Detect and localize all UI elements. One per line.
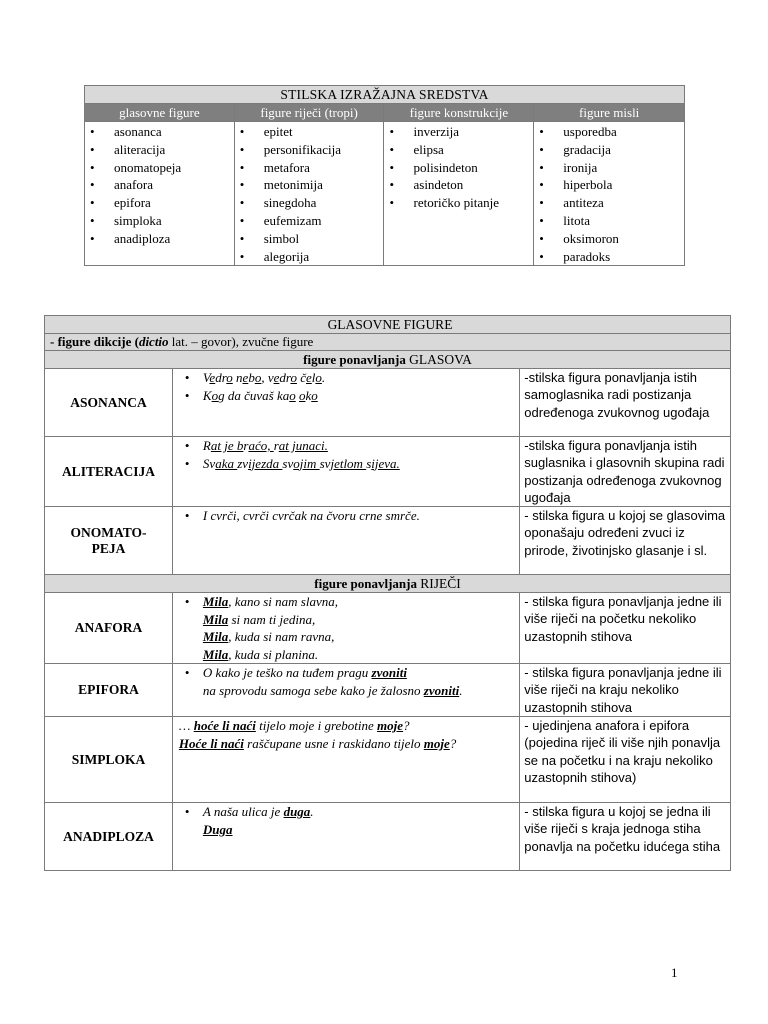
- list-item: • elipsa: [384, 141, 533, 159]
- repeated-word: Mila: [202, 646, 229, 662]
- line-text: R: [202, 438, 211, 453]
- table-row: [45, 507, 731, 575]
- figure-name: ONOMATO- PEJA: [45, 507, 173, 575]
- line-text: A naša ulica je: [202, 804, 284, 820]
- line-text: , kuda si planina.: [228, 646, 319, 662]
- column-header-rijeci: figure riječi (tropi): [234, 104, 384, 122]
- figure-example: [172, 507, 519, 575]
- list-item: • simploka: [85, 212, 234, 230]
- figure-name: ANAFORA: [45, 593, 173, 664]
- repeated-sound: o: [315, 370, 322, 385]
- column-glasovne: [85, 122, 235, 266]
- list-item: • hiperbola: [534, 176, 684, 194]
- line-text: č: [296, 370, 306, 385]
- figure-example: [172, 717, 519, 803]
- subtitle-prefix: - figure dikcije (: [50, 334, 139, 349]
- section-caps: GLASOVA: [409, 352, 472, 367]
- line-text: …: [178, 718, 194, 734]
- repeated-sound: e: [209, 370, 216, 385]
- repeated-sound: aćo,: [248, 438, 274, 453]
- line-text: raščupane usne i raskidano tijelo: [243, 735, 424, 751]
- column-konstrukcije: [384, 122, 534, 266]
- repeated-sound: ijeva.: [371, 455, 400, 471]
- list-item: • oksimoron: [534, 230, 684, 248]
- table-row: [45, 803, 731, 871]
- list-item: • retoričko pitanje: [384, 194, 533, 212]
- line-text: dr: [215, 370, 227, 385]
- list-item: • aliteracija: [85, 141, 234, 159]
- repeated-sound: o: [290, 370, 297, 385]
- repeated-sound: e: [273, 370, 280, 385]
- list-item: • metonimija: [235, 176, 384, 194]
- repeated-word: hoće li naći: [193, 718, 256, 734]
- repeated-word: Duga: [202, 821, 233, 837]
- line-text: dr: [279, 370, 291, 385]
- column-rijeci: [234, 122, 384, 266]
- example-line: [179, 628, 515, 646]
- repeated-sound: o: [211, 387, 219, 403]
- list-item: • usporedba: [534, 123, 684, 141]
- repeated-sound: aka: [215, 455, 238, 471]
- line-text: zv: [237, 455, 249, 471]
- line-text: sv: [319, 455, 331, 471]
- figure-name: SIMPLOKA: [45, 717, 173, 803]
- figure-name: ANADIPLOZA: [45, 803, 173, 871]
- figure-example: [172, 437, 519, 507]
- line-text: l: [311, 370, 316, 385]
- column-header-glasovne: glasovne figure: [85, 104, 235, 122]
- line-text: r: [273, 438, 279, 453]
- repeated-word: Hoće li naći: [178, 735, 244, 751]
- repeated-word: duga: [283, 804, 311, 820]
- figure-example: [172, 803, 519, 871]
- figure-example: [172, 664, 519, 717]
- line-text: n: [232, 370, 243, 385]
- section-heading-rijeci: [45, 575, 731, 593]
- example-line: [179, 646, 515, 664]
- column-header-misli: figure misli: [534, 104, 685, 122]
- repeated-sound: o: [226, 370, 233, 385]
- line-text: O kako je teško na tuđem pragu: [202, 665, 372, 681]
- line-text: Sv: [202, 455, 216, 471]
- figure-example: [172, 369, 519, 437]
- table-row: [45, 369, 731, 437]
- repeated-sound: at junaci.: [278, 438, 328, 453]
- table-row: [45, 593, 731, 664]
- line-text: b: [248, 370, 255, 385]
- figure-name: ALITERACIJA: [45, 437, 173, 507]
- line-text: g da čuvaš ka: [218, 387, 290, 403]
- overview-table: [84, 85, 685, 266]
- repeated-sound: o: [254, 370, 262, 385]
- example-line: [179, 437, 515, 455]
- repeated-sound: e: [305, 370, 312, 385]
- line-text: .: [310, 804, 314, 820]
- repeated-word: zvoniti: [423, 682, 460, 698]
- example-line: [179, 735, 515, 753]
- section-heading-glasova: [45, 351, 731, 369]
- list-item: • epifora: [85, 194, 234, 212]
- repeated-sound: ojim: [293, 455, 320, 471]
- example-line: [179, 369, 515, 387]
- list-item: • onomatopeja: [85, 159, 234, 177]
- subtitle-rest: lat. – govor), zvučne figure: [168, 334, 314, 349]
- repeated-sound: o: [289, 387, 296, 403]
- list-item: • asonanca: [85, 123, 234, 141]
- example-line: [179, 717, 515, 735]
- list-item: • simbol: [235, 230, 384, 248]
- list-item: • alegorija: [235, 248, 384, 266]
- figure-name: EPIFORA: [45, 664, 173, 717]
- repeated-sound: e: [242, 370, 249, 385]
- repeated-word: Mila: [202, 629, 229, 645]
- line-text: tijelo moje i grebotine: [255, 718, 378, 734]
- repeated-word: zvoniti: [371, 665, 407, 681]
- line-text: .: [321, 370, 326, 385]
- list-item: • sinegdoha: [235, 194, 384, 212]
- line-text: K: [202, 387, 212, 403]
- table-row: [45, 664, 731, 717]
- line-text: na sprovodu samoga sebe kako je žalosno: [202, 682, 424, 698]
- figure-definition: -stilska figura ponavljanja istih suglasnika i glasovnih skupina radi postizanja određenoga zvukovnog ugođaja: [520, 437, 731, 507]
- figures-subtitle: [45, 334, 731, 351]
- section-caps: RIJEČI: [420, 576, 461, 592]
- column-misli: [534, 122, 685, 266]
- line-text: V: [202, 370, 210, 385]
- example-line: na sprovodu samoga sebe kako je žalosno zvoniti.: [202, 682, 463, 698]
- line-text: s: [366, 455, 372, 471]
- line-text: sv: [282, 455, 294, 471]
- repeated-word: moje: [377, 718, 404, 734]
- overview-title: STILSKA IZRAŽAJNA SREDSTVA: [85, 86, 685, 104]
- list-item: • gradacija: [534, 141, 684, 159]
- example-line: [179, 821, 515, 839]
- example-line: [179, 455, 515, 473]
- example-line: • I cvrči, cvrči cvrčak na čvoru crne smrče.: [179, 507, 515, 525]
- list-item: • ironija: [534, 159, 684, 177]
- line-text: , v: [261, 370, 274, 385]
- line-text: k: [305, 387, 312, 403]
- figure-definition: - stilska figura u kojoj se jedna ili više riječi s kraja jednoga stiha ponavlja na početku idućega stiha: [520, 803, 731, 871]
- example-line: [179, 664, 515, 682]
- list-item: • asindeton: [384, 176, 533, 194]
- repeated-sound: ijezda: [248, 455, 283, 471]
- example-line: [179, 803, 515, 821]
- figure-definition: - ujedinjena anafora i epifora (pojedina riječ ili više njih ponavlja se na početku i na kraju nekoliko uzastopnih stihova): [520, 717, 731, 803]
- figure-definition: - stilska figura ponavljanja jedne ili više riječi na početku nekoliko uzastopnih stihova: [520, 593, 731, 664]
- figures-table: [44, 315, 731, 871]
- list-item: • epitet: [235, 123, 384, 141]
- repeated-sound: jetlom: [330, 455, 367, 471]
- example-line: [179, 593, 515, 611]
- line-text: ?: [449, 735, 457, 751]
- list-item: • anafora: [85, 176, 234, 194]
- repeated-sound: o: [311, 387, 318, 403]
- line-text: ?: [403, 718, 410, 734]
- section-prefix: figure ponavljanja: [303, 352, 410, 367]
- figure-definition: -stilska figura ponavljanja istih samoglasnika radi postizanja određenoga zvukovnog ugođaja: [520, 369, 731, 437]
- list-item: • antiteza: [534, 194, 684, 212]
- column-header-konstrukcije: figure konstrukcije: [384, 104, 534, 122]
- repeated-word: moje: [423, 735, 450, 751]
- example-line: [179, 387, 515, 405]
- example-line: [179, 611, 515, 629]
- figure-definition: - stilska figura ponavljanja jedne ili više riječi na kraju nekoliko uzastopnih stihova: [520, 664, 731, 717]
- table-row: [45, 717, 731, 803]
- table-row: [45, 437, 731, 507]
- list-item: • eufemizam: [235, 212, 384, 230]
- repeated-sound: at je b: [210, 438, 244, 453]
- line-text: , kuda si nam ravna,: [228, 629, 335, 645]
- line-text: r: [243, 438, 249, 453]
- repeated-word: Mila: [202, 594, 229, 610]
- subtitle-latin: dictio: [138, 334, 169, 349]
- list-item: • anadiploza: [85, 230, 234, 248]
- line-text: si nam ti jedina,: [228, 611, 316, 627]
- figures-title: GLASOVNE FIGURE: [45, 316, 731, 334]
- list-item: • metafora: [235, 159, 384, 177]
- list-item: • inverzija: [384, 123, 533, 141]
- repeated-sound: o: [298, 387, 306, 403]
- repeated-word: Mila: [202, 611, 229, 627]
- figure-example: [172, 593, 519, 664]
- figure-definition: - stilska figura u kojoj se glasovima oponašaju određeni zvuci iz prirode, životinjsko glasanje i sl.: [520, 507, 731, 575]
- list-item: • polisindeton: [384, 159, 533, 177]
- figure-name: ASONANCA: [45, 369, 173, 437]
- list-item: • personifikacija: [235, 141, 384, 159]
- list-item: • litota: [534, 212, 684, 230]
- list-item: • paradoks: [534, 248, 684, 266]
- section-prefix: figure ponavljanja: [314, 576, 421, 592]
- line-text: , kano si nam slavna,: [228, 594, 338, 610]
- page-number: 1: [671, 965, 678, 980]
